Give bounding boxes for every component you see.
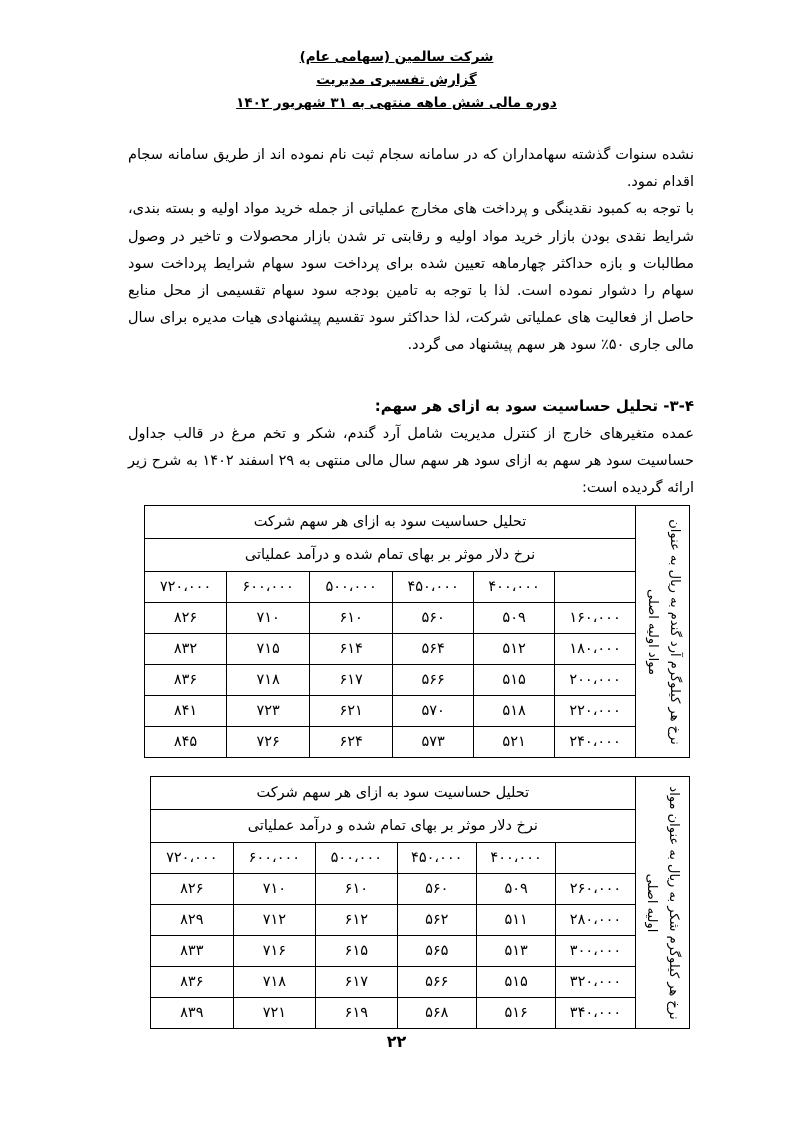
table-cell: ۷۱۸ xyxy=(227,665,310,696)
document-header xyxy=(0,46,793,115)
table-title: تحلیل حساسیت سود به ازای هر سهم شرکت xyxy=(151,777,636,810)
table-row xyxy=(151,967,690,998)
side-label-line-1: نرخ هر کیلوگرم آرد گندم به ریال به عنوان xyxy=(666,518,682,745)
table-cell: ۵۶۶ xyxy=(393,665,474,696)
table-side-label xyxy=(635,777,689,1029)
column-header: ۴۵۰،۰۰۰ xyxy=(397,843,476,874)
row-header: ۲۴۰،۰۰۰ xyxy=(555,727,636,758)
table-side-label xyxy=(636,506,690,758)
table-row xyxy=(145,727,690,758)
table-cell: ۵۰۹ xyxy=(476,874,555,905)
table-cell: ۶۱۵ xyxy=(316,936,397,967)
table-cell: ۶۱۲ xyxy=(316,905,397,936)
side-label-line-2: اولیه اصلی xyxy=(644,873,660,932)
table-cell: ۶۱۷ xyxy=(310,665,393,696)
row-header: ۱۸۰،۰۰۰ xyxy=(555,634,636,665)
table-cell: ۶۱۰ xyxy=(310,603,393,634)
table-cell: ۸۲۹ xyxy=(151,905,234,936)
table-title: تحلیل حساسیت سود به ازای هر سهم شرکت xyxy=(145,506,636,539)
table-cell: ۷۱۲ xyxy=(233,905,316,936)
side-label-line-1: نرخ هر کیلوگرم شکر به ریال به عنوان مواد xyxy=(666,785,682,1020)
table-cell: ۷۱۶ xyxy=(233,936,316,967)
table-cell: ۷۱۰ xyxy=(227,603,310,634)
table-row xyxy=(145,603,690,634)
table-cell: ۸۴۵ xyxy=(145,727,227,758)
report-period: دوره مالی شش ماهه منتهی به ۳۱ شهریور ۱۴۰۲ xyxy=(236,95,557,111)
column-header: ۴۰۰،۰۰۰ xyxy=(474,572,555,603)
table-subtitle: نرخ دلار موثر بر بهای تمام شده و درآمد عملیاتی xyxy=(151,810,636,843)
table-cell: ۵۶۰ xyxy=(397,874,476,905)
column-header xyxy=(556,843,635,874)
table-row xyxy=(145,696,690,727)
column-header xyxy=(555,572,636,603)
table-cell: ۷۱۸ xyxy=(233,967,316,998)
table-cell: ۸۳۹ xyxy=(151,998,234,1029)
table-row xyxy=(145,634,690,665)
row-header: ۲۸۰،۰۰۰ xyxy=(556,905,635,936)
table-cell: ۸۲۶ xyxy=(151,874,234,905)
table-cell: ۵۶۸ xyxy=(397,998,476,1029)
table-cell: ۵۷۰ xyxy=(393,696,474,727)
report-title: گزارش تفسیری مدیریت xyxy=(316,72,477,88)
table-cell: ۸۴۱ xyxy=(145,696,227,727)
table-cell: ۵۱۵ xyxy=(474,665,555,696)
table-cell: ۵۶۶ xyxy=(397,967,476,998)
table-cell: ۷۲۳ xyxy=(227,696,310,727)
row-header: ۲۲۰،۰۰۰ xyxy=(555,696,636,727)
table-cell: ۸۳۶ xyxy=(145,665,227,696)
page-number: ۲۲ xyxy=(386,1032,407,1051)
table-cell: ۸۳۶ xyxy=(151,967,234,998)
column-header: ۴۰۰،۰۰۰ xyxy=(476,843,555,874)
row-header: ۱۶۰،۰۰۰ xyxy=(555,603,636,634)
row-header: ۲۶۰،۰۰۰ xyxy=(556,874,635,905)
table-cell: ۵۱۵ xyxy=(476,967,555,998)
column-header: ۶۰۰،۰۰۰ xyxy=(227,572,310,603)
table-cell: ۵۶۵ xyxy=(397,936,476,967)
table-row xyxy=(151,874,690,905)
table-cell: ۷۱۵ xyxy=(227,634,310,665)
column-header: ۵۰۰،۰۰۰ xyxy=(316,843,397,874)
table-cell: ۶۱۷ xyxy=(316,967,397,998)
table-cell: ۶۱۴ xyxy=(310,634,393,665)
table-cell: ۵۶۴ xyxy=(393,634,474,665)
table-cell: ۵۱۶ xyxy=(476,998,555,1029)
table-subtitle: نرخ دلار موثر بر بهای تمام شده و درآمد عملیاتی xyxy=(145,539,636,572)
intro-paragraphs xyxy=(128,142,694,360)
table-cell: ۷۱۰ xyxy=(233,874,316,905)
table-cell: ۸۲۶ xyxy=(145,603,227,634)
column-header: ۷۲۰،۰۰۰ xyxy=(145,572,227,603)
table-cell: ۵۱۸ xyxy=(474,696,555,727)
table-cell: ۸۳۳ xyxy=(151,936,234,967)
company-name: شرکت سالمین (سهامی عام) xyxy=(299,49,494,65)
table-header-row xyxy=(145,572,690,603)
table-row xyxy=(151,936,690,967)
sensitivity-table-wheat xyxy=(144,505,690,758)
table-cell: ۶۲۱ xyxy=(310,696,393,727)
paragraph-1: نشده سنوات گذشته سهامداران که در سامانه سجام ثبت نام نموده اند از طریق سامانه سجام اقدام نمود. xyxy=(128,147,694,191)
row-header: ۳۰۰،۰۰۰ xyxy=(556,936,635,967)
column-header: ۷۲۰،۰۰۰ xyxy=(151,843,234,874)
table-cell: ۶۲۴ xyxy=(310,727,393,758)
section-heading: ۳-۴- تحلیل حساسیت سود به ازای هر سهم: xyxy=(374,397,694,415)
table-cell: ۵۱۳ xyxy=(476,936,555,967)
table-header-row xyxy=(151,843,690,874)
table-cell: ۵۲۱ xyxy=(474,727,555,758)
table-cell: ۵۶۲ xyxy=(397,905,476,936)
table-cell: ۷۲۱ xyxy=(233,998,316,1029)
table-cell: ۸۳۲ xyxy=(145,634,227,665)
table-row xyxy=(151,905,690,936)
row-header: ۲۰۰،۰۰۰ xyxy=(555,665,636,696)
table-cell: ۶۱۹ xyxy=(316,998,397,1029)
section-body: عمده متغیرهای خارج از کنترل مدیریت شامل آرد گندم، شکر و تخم مرغ در قالب جداول حساسیت سود هر سهم به ازای سود هر سهم سال مالی منتهی به ۲۹ اسفند ۱۴۰۲ به شرح زیر ارائه گردیده است: xyxy=(128,426,695,497)
table-cell: ۷۲۶ xyxy=(227,727,310,758)
sensitivity-table-sugar xyxy=(150,776,690,1029)
paragraph-2: با توجه به کمبود نقدینگی و پرداخت های مخارج عملیاتی از جمله خرید مواد اولیه و بسته بندی، شرایط نقدی بودن بازار خرید مواد اولیه و رقابتی تر شدن بازار محصولات و تاخیر در وصول مطالبات و بازه حداکثر چهارماهه تعیین شده برای پرداخت سود سهام شرایط پرداخت سود سهام را دشوار نموده است. لذا با توجه به تامین بودجه سود سهام تقسیمی از محل منابع حاصل از فعالیت های عملیاتی شرکت، لذا حداکثر سود تقسیم پیشنهادی هیات مدیره برای سال مالی جاری ۵۰٪ سود هر سهم پیشنهاد می گردد. xyxy=(128,201,694,354)
column-header: ۴۵۰،۰۰۰ xyxy=(393,572,474,603)
table-cell: ۶۱۰ xyxy=(316,874,397,905)
column-header: ۵۰۰،۰۰۰ xyxy=(310,572,393,603)
table-cell: ۵۶۰ xyxy=(393,603,474,634)
side-label-line-2: مواد اولیه اصلی xyxy=(644,588,660,675)
table-row xyxy=(151,998,690,1029)
table-row xyxy=(145,665,690,696)
table-cell: ۵۰۹ xyxy=(474,603,555,634)
table-cell: ۵۱۱ xyxy=(476,905,555,936)
table-cell: ۵۷۳ xyxy=(393,727,474,758)
row-header: ۳۴۰،۰۰۰ xyxy=(556,998,635,1029)
table-cell: ۵۱۲ xyxy=(474,634,555,665)
column-header: ۶۰۰،۰۰۰ xyxy=(233,843,316,874)
row-header: ۳۲۰،۰۰۰ xyxy=(556,967,635,998)
